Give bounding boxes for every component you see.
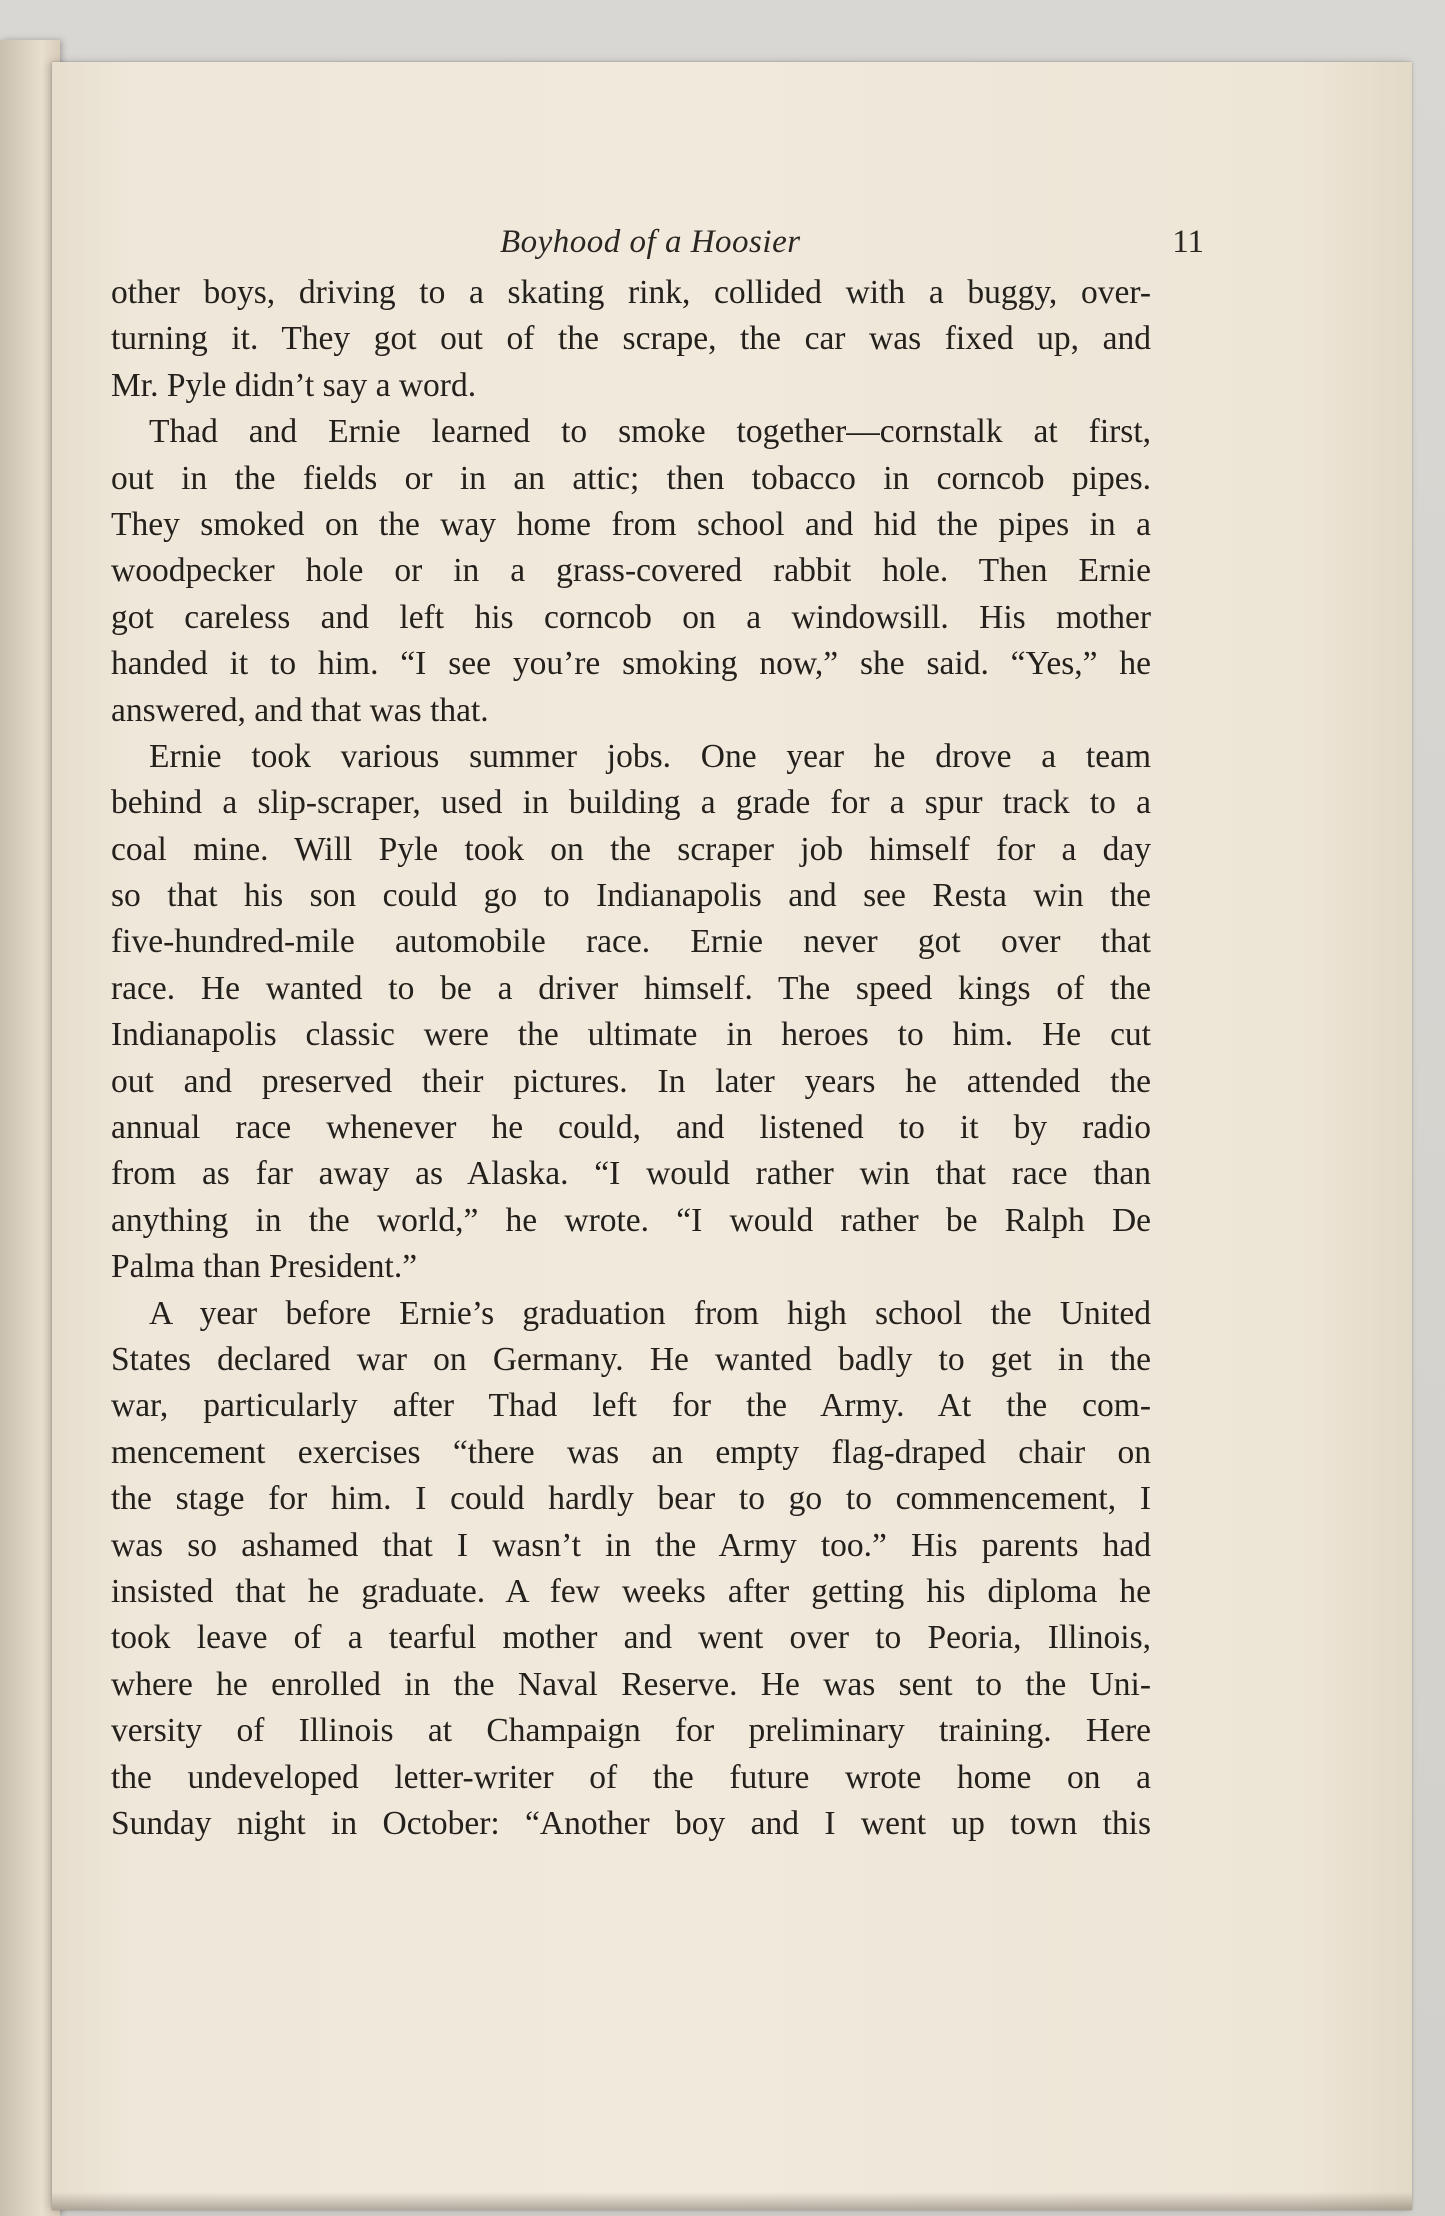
- text-line: Sunday night in October: “Another boy and I went up town this: [111, 1804, 1151, 1842]
- paragraph-3: [111, 734, 1151, 1291]
- paragraph-4: [111, 1291, 1151, 1848]
- text-line: so that his son could go to Indianapolis and see Resta win the: [111, 877, 1151, 915]
- text-line: where he enrolled in the Naval Reserve. He was sent to the Uni-: [111, 1665, 1151, 1703]
- text-line: turning it. They got out of the scrape, the car was fixed up, and: [111, 320, 1151, 358]
- text-line: Indianapolis classic were the ultimate in heroes to him. He cut: [111, 1016, 1151, 1054]
- text-line: Ernie took various summer jobs. One year he drove a team: [149, 737, 1151, 775]
- text-line: They smoked on the way home from school and hid the pipes in a: [111, 505, 1151, 543]
- text-line: behind a slip-scraper, used in building a grade for a spur track to a: [111, 784, 1151, 822]
- paragraph-1: [111, 270, 1151, 409]
- text-line: out in the fields or in an attic; then tobacco in corncob pipes.: [111, 459, 1151, 497]
- text-line: insisted that he graduate. A few weeks after getting his diploma he: [111, 1572, 1151, 1610]
- text-line: was so ashamed that I wasn’t in the Army too.” His parents had: [111, 1526, 1151, 1564]
- running-head: [160, 224, 1204, 274]
- text-line: woodpecker hole or in a grass-covered rabbit hole. Then Ernie: [111, 552, 1151, 590]
- text-line: the undeveloped letter-writer of the future wrote home on a: [111, 1758, 1151, 1796]
- text-line: handed it to him. “I see you’re smoking now,” she said. “Yes,” he: [111, 645, 1151, 683]
- text-line: coal mine. Will Pyle took on the scraper job himself for a day: [111, 830, 1151, 868]
- text-line: States declared war on Germany. He wanted badly to get in the: [111, 1340, 1151, 1378]
- text-line: out and preserved their pictures. In later years he attended the: [111, 1062, 1151, 1100]
- page-bottom-shadow: [52, 2192, 1412, 2210]
- text-line: five-hundred-mile automobile race. Ernie never got over that: [111, 923, 1151, 961]
- text-line: mencement exercises “there was an empty flag-draped chair on: [111, 1433, 1151, 1471]
- page-number: 11: [1172, 224, 1204, 260]
- text-line: from as far away as Alaska. “I would rather win that race than: [111, 1155, 1151, 1193]
- text-line: Palma than President.”: [111, 1248, 418, 1286]
- text-line: versity of Illinois at Champaign for preliminary training. Here: [111, 1712, 1151, 1750]
- book-cover-edge: [0, 40, 60, 2216]
- text-line: answered, and that was that.: [111, 691, 489, 729]
- text-line: A year before Ernie’s graduation from high school the United: [149, 1294, 1151, 1332]
- text-line: Thad and Ernie learned to smoke together—cornstalk at first,: [149, 413, 1151, 451]
- text-line: Mr. Pyle didn’t say a word.: [111, 366, 477, 404]
- text-line: the stage for him. I could hardly bear to go to commencement, I: [111, 1480, 1151, 1518]
- text-line: war, particularly after Thad left for the Army. At the com-: [111, 1387, 1151, 1425]
- text-line: annual race whenever he could, and listened to it by radio: [111, 1109, 1151, 1147]
- text-line: race. He wanted to be a driver himself. The speed kings of the: [111, 969, 1151, 1007]
- body-text: [111, 270, 1151, 1847]
- text-line: got careless and left his corncob on a windowsill. His mother: [111, 598, 1151, 636]
- text-line: anything in the world,” he wrote. “I would rather be Ralph De: [111, 1201, 1151, 1239]
- text-line: took leave of a tearful mother and went over to Peoria, Illinois,: [111, 1619, 1151, 1657]
- paragraph-2: [111, 409, 1151, 734]
- text-line: other boys, driving to a skating rink, collided with a buggy, over-: [111, 274, 1151, 311]
- running-title: Boyhood of a Hoosier: [500, 224, 801, 260]
